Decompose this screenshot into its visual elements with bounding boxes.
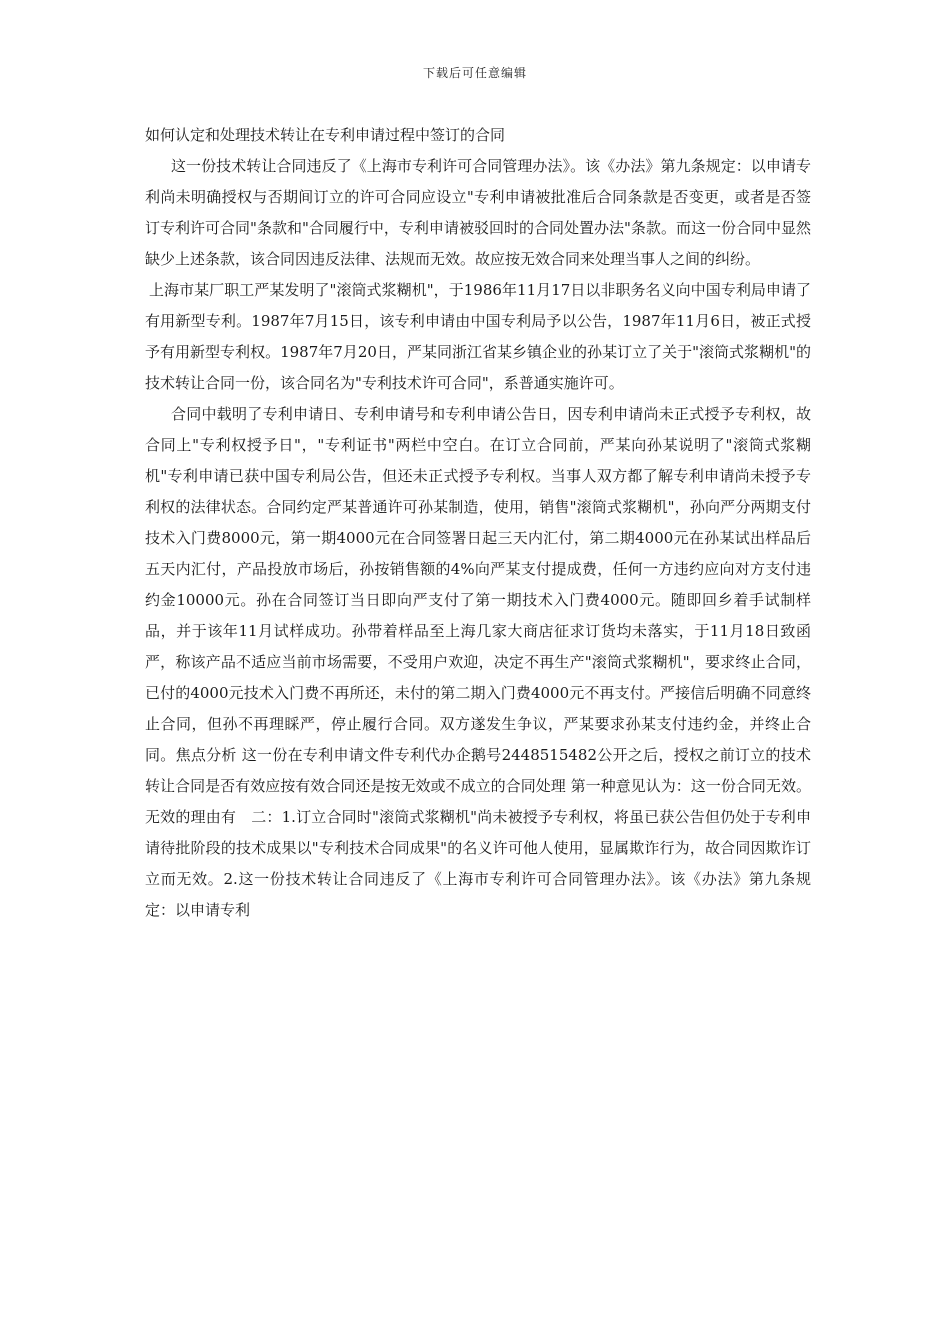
document-title: 如何认定和处理技术转让在专利申请过程中签订的合同	[145, 126, 506, 144]
paragraph-2: 上海市某厂职工严某发明了"滚筒式浆糊机"，于1986年11月17日以非职务名义向中国专利局申请了有用新型专利。1987年7月15日，该专利申请由中国专利局予以公告，1987年11月6日，被正式授予有用新型专利权。1987年7月20日，严某同浙江省某乡镇企业的孙某订立了关于"滚筒式浆糊机"的技术转让合同一份，该合同名为"专利技术许可合同"，系普通实施许可。	[145, 281, 811, 392]
page-header: 下载后可任意编辑	[422, 66, 527, 80]
paragraph-1: 这一份技术转让合同违反了《上海市专利许可合同管理办法》。该《办法》第九条规定：以申请专利尚未明确授权与否期间订立的许可合同应设立"专利申请被批准后合同条款是否变更，或者是否签订专利许可合同"条款和"合同履行中，专利申请被驳回时的合同处置办法"条款。而这一份合同中显然缺少上述条款，该合同因违反法律、法规而无效。故应按无效合同来处理当事人之间的纠纷。	[145, 157, 811, 268]
paragraph-3: 合同中载明了专利申请日、专利申请号和专利申请公告日，因专利申请尚未正式授予专利权，故合同上"专利权授予日"，"专利证书"两栏中空白。在订立合同前，严某向孙某说明了"滚筒式浆糊机"专利申请已获中国专利局公告，但还未正式授予专利权。当事人双方都了解专利申请尚未授予专利权的法律状态。合同约定严某普通许可孙某制造，使用，销售"滚筒式浆糊机"，孙向严分两期支付技术入门费8000元，第一期4000元在合同签署日起三天内汇付，第二期4000元在孙某试出样品后五天内汇付，产品投放市场后，孙按销售额的4%向严某支付提成费，任何一方违约应向对方支付违约金10000元。孙在合同签订当日即向严支付了第一期技术入门费4000元。随即回乡着手试制样品，并于该年11月试样成功。孙带着样品至上海几家大商店征求订货均未落实，于11月18日致函严，称该产品不适应当前市场需要，不受用户欢迎，决定不再生产"滚筒式浆糊机"，要求终止合同，已付的4000元技术入门费不再所还，未付的第二期入门费4000元不再支付。严接信后明确不同意终止合同，但孙不再理睬严，停止履行合同。双方遂发生争议，严某要求孙某支付违约金，并终止合同。焦点分析 这一份在专利申请文件专利代办企鹅号2448515482公开之后，授权之前订立的技术转让合同是否有效应按有效合同还是按无效或不成立的合同处理 第一种意见认为：这一份合同无效。无效的理由有 二：1.订立合同时"滚筒式浆糊机"尚未被授予专利权，将虽已获公告但仍处于专利申请待批阶段的技术成果以"专利技术合同成果"的名义许可他人使用，显属欺诈行为，故合同因欺诈订立而无效。2.这一份技术转让合同违反了《上海市专利许可合同管理办法》。该《办法》第九条规定：以申请专利	[145, 405, 811, 919]
document-body	[145, 120, 811, 926]
